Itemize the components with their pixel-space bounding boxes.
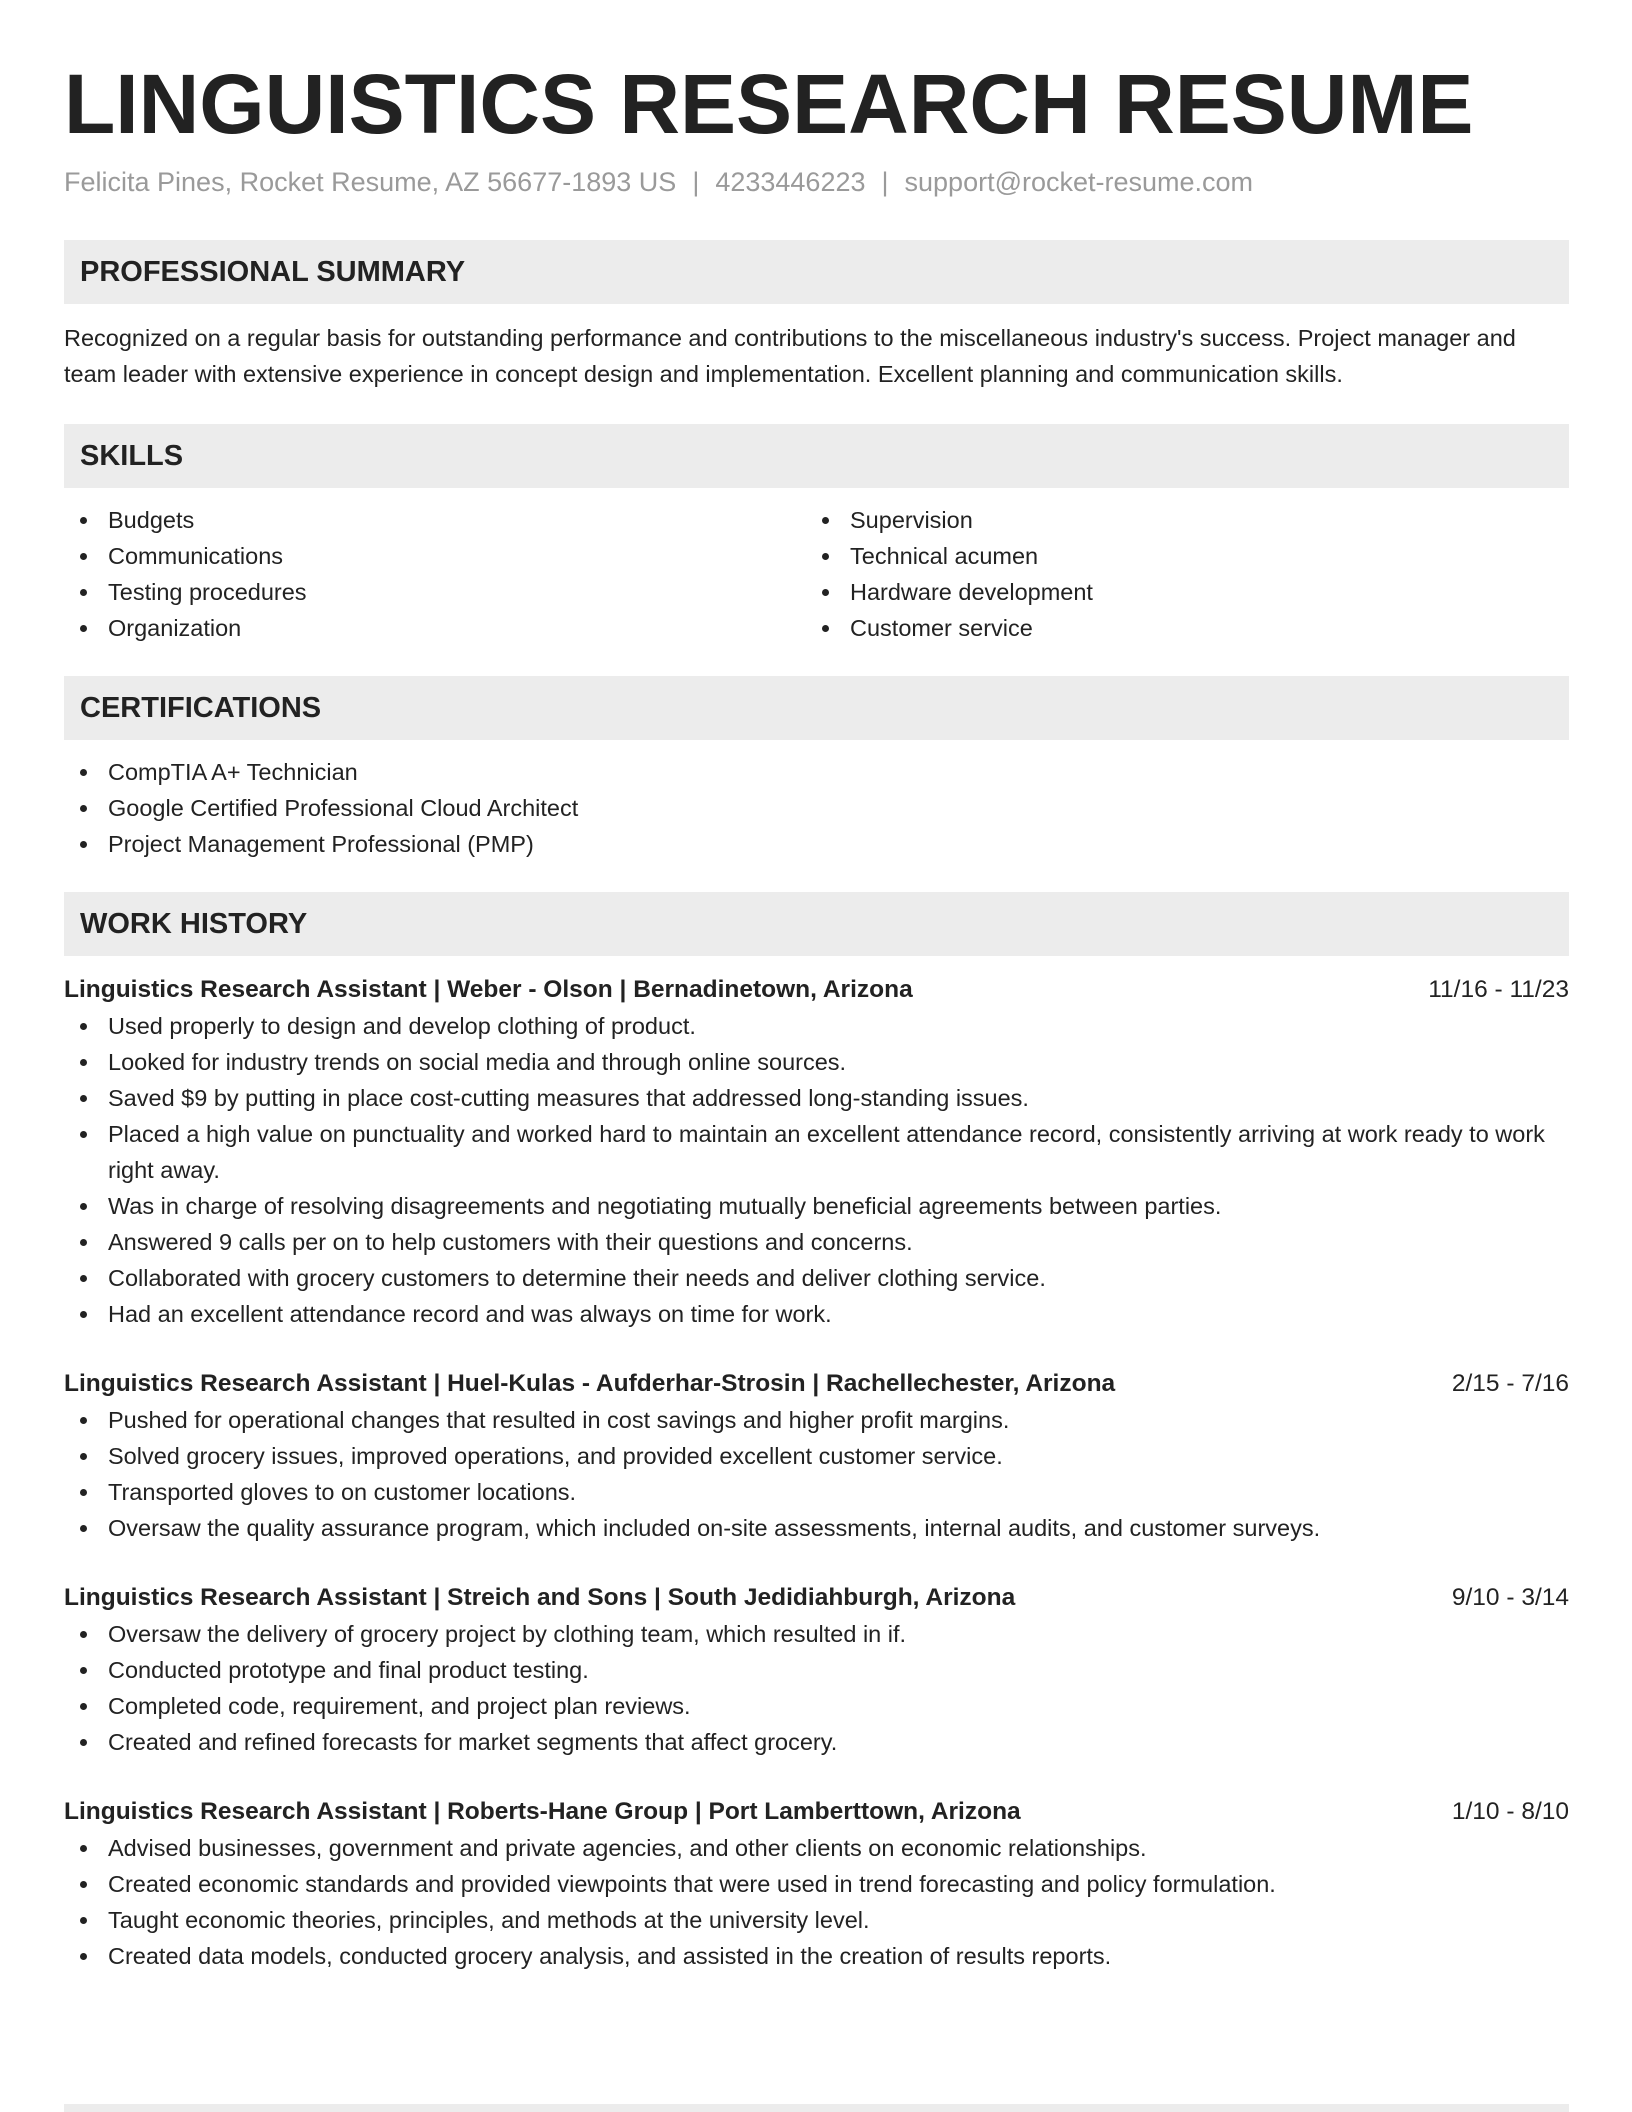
job-bullet: Collaborated with grocery customers to determine their needs and deliver clothing service. xyxy=(64,1260,1569,1296)
section-header-work-history: WORK HISTORY xyxy=(64,892,1569,956)
job-entry xyxy=(64,1580,1569,1760)
job-bullet: Created data models, conducted grocery analysis, and assisted in the creation of results reports. xyxy=(64,1938,1569,1974)
job-bullet: Answered 9 calls per on to help customers with their questions and concerns. xyxy=(64,1224,1569,1260)
job-entry xyxy=(64,1794,1569,1974)
job-bullet: Pushed for operational changes that resulted in cost savings and higher profit margins. xyxy=(64,1402,1569,1438)
skill-item: Budgets xyxy=(64,502,806,538)
skill-item: Supervision xyxy=(806,502,1548,538)
contact-line xyxy=(64,164,1569,200)
section-header-skills: SKILLS xyxy=(64,424,1569,488)
certifications-list xyxy=(64,754,1569,862)
contact-separator: | xyxy=(881,167,889,197)
skill-item: Organization xyxy=(64,610,806,646)
job-bullet: Saved $9 by putting in place cost-cutting measures that addressed long-standing issues. xyxy=(64,1080,1569,1116)
contact-phone: 4233446223 xyxy=(715,167,866,197)
job-bullet: Advised businesses, government and private agencies, and other clients on economic relationships. xyxy=(64,1830,1569,1866)
job-title: Linguistics Research Assistant | Roberts-Hane Group | Port Lamberttown, Arizona xyxy=(64,1798,1021,1825)
job-bullets xyxy=(64,1008,1569,1332)
job-bullets xyxy=(64,1830,1569,1974)
job-bullet: Solved grocery issues, improved operations, and provided excellent customer service. xyxy=(64,1438,1569,1474)
job-title: Linguistics Research Assistant | Huel-Kulas - Aufderhar-Strosin | Rachellechester, Arizona xyxy=(64,1370,1116,1397)
job-bullet: Transported gloves to on customer locations. xyxy=(64,1474,1569,1510)
job-header xyxy=(64,1580,1569,1616)
section-header-summary: PROFESSIONAL SUMMARY xyxy=(64,240,1569,304)
skills-column-right xyxy=(806,502,1548,646)
job-entry xyxy=(64,1366,1569,1546)
skill-item: Hardware development xyxy=(806,574,1548,610)
skill-item: Testing procedures xyxy=(64,574,806,610)
job-bullet: Used properly to design and develop clothing of product. xyxy=(64,1008,1569,1044)
job-dates: 2/15 - 7/16 xyxy=(1451,1370,1569,1397)
job-bullet: Looked for industry trends on social media and through online sources. xyxy=(64,1044,1569,1080)
job-header xyxy=(64,972,1569,1008)
skills-column-left xyxy=(64,502,806,646)
job-bullet: Oversaw the quality assurance program, which included on-site assessments, internal audits, and customer surveys. xyxy=(64,1510,1569,1546)
resume-page xyxy=(64,56,1569,1974)
job-bullet: Completed code, requirement, and project plan reviews. xyxy=(64,1688,1569,1724)
skill-item: Communications xyxy=(64,538,806,574)
job-bullet: Taught economic theories, principles, and methods at the university level. xyxy=(64,1902,1569,1938)
resume-title: LINGUISTICS RESEARCH RESUME xyxy=(64,57,1474,151)
job-bullet: Placed a high value on punctuality and worked hard to maintain an excellent attendance record, consistently arriving at work ready to work right away. xyxy=(64,1116,1569,1188)
job-title: Linguistics Research Assistant | Streich and Sons | South Jedidiahburgh, Arizona xyxy=(64,1584,1016,1611)
job-dates: 1/10 - 8/10 xyxy=(1451,1798,1569,1825)
job-dates: 11/16 - 11/23 xyxy=(1428,976,1569,1003)
job-bullets xyxy=(64,1616,1569,1760)
job-bullet: Created economic standards and provided viewpoints that were used in trend forecasting and policy formulation. xyxy=(64,1866,1569,1902)
job-bullet: Created and refined forecasts for market segments that affect grocery. xyxy=(64,1724,1569,1760)
certification-item: CompTIA A+ Technician xyxy=(64,754,1569,790)
contact-email: support@rocket-resume.com xyxy=(904,167,1254,197)
job-entry xyxy=(64,972,1569,1332)
job-bullet: Oversaw the delivery of grocery project by clothing team, which resulted in if. xyxy=(64,1616,1569,1652)
skill-item: Customer service xyxy=(806,610,1548,646)
job-header xyxy=(64,1366,1569,1402)
contact-address: Felicita Pines, Rocket Resume, AZ 56677-1893 US xyxy=(64,167,677,197)
summary-text: Recognized on a regular basis for outstanding performance and contributions to the miscellaneous industry's success. Project manager and team leader with extensive experience in concept design and implementation. Excellent planning and communication skills. xyxy=(64,325,1516,387)
job-bullet: Conducted prototype and final product testing. xyxy=(64,1652,1569,1688)
skills-list xyxy=(64,502,1569,646)
next-section-header-edge xyxy=(64,2104,1569,2112)
certification-item: Project Management Professional (PMP) xyxy=(64,826,1569,862)
job-dates: 9/10 - 3/14 xyxy=(1451,1584,1569,1611)
contact-separator: | xyxy=(692,167,700,197)
section-header-certifications: CERTIFICATIONS xyxy=(64,676,1569,740)
job-header xyxy=(64,1794,1569,1830)
job-title: Linguistics Research Assistant | Weber - Olson | Bernadinetown, Arizona xyxy=(64,976,913,1003)
certification-item: Google Certified Professional Cloud Architect xyxy=(64,790,1569,826)
job-bullet: Had an excellent attendance record and was always on time for work. xyxy=(64,1296,1569,1332)
job-bullet: Was in charge of resolving disagreements and negotiating mutually beneficial agreements between parties. xyxy=(64,1188,1569,1224)
skill-item: Technical acumen xyxy=(806,538,1548,574)
job-bullets xyxy=(64,1402,1569,1546)
